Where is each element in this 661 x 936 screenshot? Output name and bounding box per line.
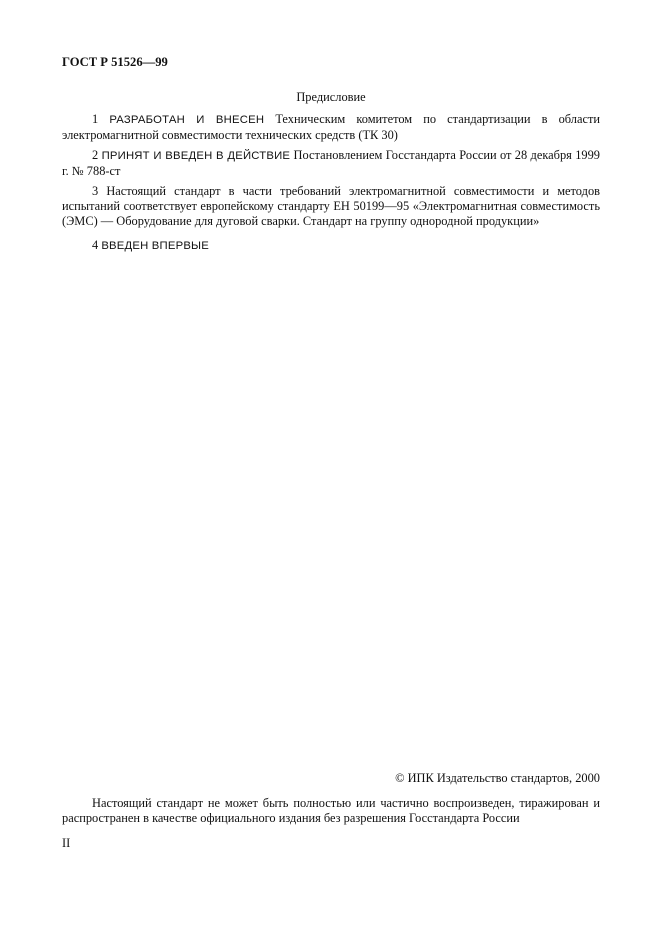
section-title: Предисловие xyxy=(296,90,366,104)
paragraph-number: 1 xyxy=(92,112,99,126)
paragraph-number: 2 xyxy=(92,148,99,162)
paragraph-text: Настоящий стандарт в части требований электромагнитной совместимости и методов испытаний соответствует европейскому стандарту ЕН 50199—95 «Электромагнитная совместимость (ЭМС) — Оборудование для дуговой сварки. Стандарт на группу однородной продукции» xyxy=(62,184,600,228)
paragraph-text: Техническим комитетом по стандартизации в области электромагнитной совместимости технических средств (ТК 30) xyxy=(62,112,600,142)
paragraph-text: Постановлением Госстандарта России от 28 декабря 1999 г. № 788-ст xyxy=(62,148,601,178)
reproduction-notice: Настоящий стандарт не может быть полностью или частично воспроизведен, тиражирован и распространен в качестве официального издания без разрешения Госстандарта России xyxy=(62,796,600,825)
paragraph-lead: РАЗРАБОТАН И ВНЕСЕН xyxy=(109,114,265,126)
document-code: ГОСТ Р 51526—99 xyxy=(62,55,168,69)
paragraph-2 xyxy=(62,148,600,179)
copyright: © ИПК Издательство стандартов, 2000 xyxy=(395,771,600,785)
paragraph-4 xyxy=(62,238,600,254)
paragraph-3 xyxy=(62,184,600,229)
paragraph-lead: ПРИНЯТ И ВВЕДЕН В ДЕЙСТВИЕ xyxy=(101,150,291,162)
paragraph-lead: ВВЕДЕН ВПЕРВЫЕ xyxy=(101,240,209,252)
paragraph-number: 4 xyxy=(92,238,99,252)
paragraph-number: 3 xyxy=(92,184,99,198)
paragraph-1 xyxy=(62,112,600,143)
page-number: II xyxy=(62,836,71,850)
